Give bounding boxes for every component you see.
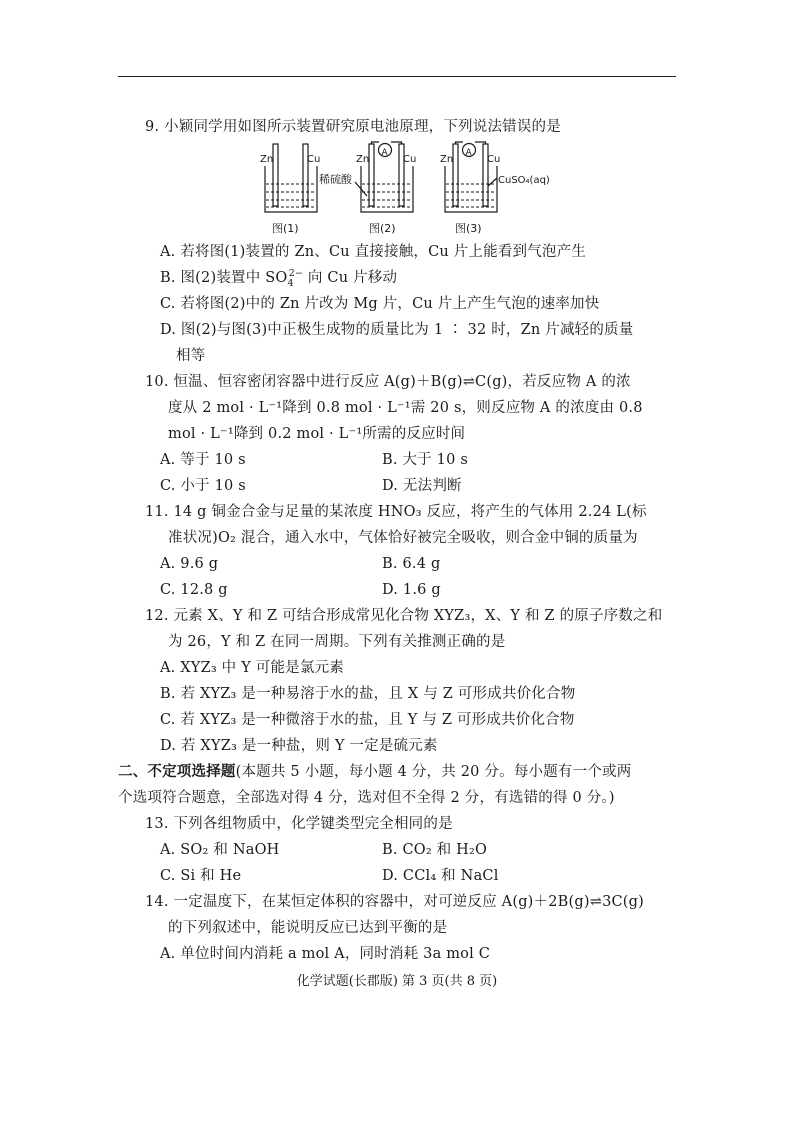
q12-option-c: C. 若 XYZ₃ 是一种微溶于水的盐，且 Y 与 Z 可形成共价化合物 xyxy=(160,712,575,728)
fig3-zn-label: Zn xyxy=(440,154,454,165)
fig2-solution-label: 稀硫酸 xyxy=(319,173,352,186)
q11-option-a: A. 9.6 g xyxy=(160,556,219,572)
q10-line1: 10. 恒温、恒容密闭容器中进行反应 A(g)＋B(g)⇌C(g)，若反应物 A 的浓 xyxy=(145,374,631,390)
fig3-caption: 图(3) xyxy=(455,222,482,235)
fig1-cu-label: Cu xyxy=(307,154,321,165)
q14-line1: 14. 一定温度下，在某恒定体积的容器中，对可逆反应 A(g)＋2B(g)⇌3C(g) xyxy=(145,894,644,910)
q10-line3: mol · L⁻¹降到 0.2 mol · L⁻¹所需的反应时间 xyxy=(168,426,466,442)
q10-option-d: D. 无法判断 xyxy=(382,478,462,494)
q9-option-a: A. 若将图(1)装置的 Zn、Cu 直接接触，Cu 片上能看到气泡产生 xyxy=(160,244,587,260)
fig3-cu-label: Cu xyxy=(487,154,501,165)
q12-option-a: A. XYZ₃ 中 Y 可能是氯元素 xyxy=(160,660,344,676)
page-footer: 化学试题(长郡版) 第 3 页(共 8 页) xyxy=(296,974,498,989)
q9-option-d-line1: D. 图(2)与图(3)中正极生成物的质量比为 1 ∶ 32 时，Zn 片减轻的质量 xyxy=(160,322,634,338)
q12-line1: 12. 元素 X、Y 和 Z 可结合形成常见化合物 XYZ₃，X、Y 和 Z 的原子序数之和 xyxy=(145,608,663,624)
fig3-solution-label: CuSO₄(aq) xyxy=(498,175,550,186)
q14-option-a: A. 单位时间内消耗 a mol A，同时消耗 3a mol C xyxy=(160,946,491,962)
q9-option-b: B. 图(2)装置中 $SO_4^{2-}$ 向 Cu 片移动 xyxy=(160,268,398,289)
q10-option-a: A. 等于 10 s xyxy=(160,452,246,468)
fig1-caption: 图(1) xyxy=(272,222,299,235)
q11-option-c: C. 12.8 g xyxy=(160,582,228,598)
fig3-ammeter-label: A xyxy=(465,148,472,158)
q11-line1: 11. 14 g 铜金合金与足量的某浓度 HNO₃ 反应，将产生的气体用 2.24 L(标 xyxy=(145,504,647,520)
q13-option-b: B. CO₂ 和 H₂O xyxy=(382,842,488,858)
figure-2 xyxy=(319,148,416,186)
q13-option-d: D. CCl₄ 和 NaCl xyxy=(382,868,499,884)
q14-line2: 的下列叙述中，能说明反应已达到平衡的是 xyxy=(168,920,448,936)
q13-option-c: C. Si 和 He xyxy=(160,868,242,884)
q9-option-c: C. 若将图(2)中的 Zn 片改为 Mg 片，Cu 片上产生气泡的速率加快 xyxy=(160,296,600,312)
header-rule xyxy=(118,76,676,77)
fig2-caption: 图(2) xyxy=(369,222,396,235)
fig2-zn-label: Zn xyxy=(356,154,370,165)
figure-1 xyxy=(260,154,320,165)
q11-option-d: D. 1.6 g xyxy=(382,582,441,598)
q12-line2: 为 26，Y 和 Z 在同一周期。下列有关推测正确的是 xyxy=(168,634,506,650)
fig1-zn-label: Zn xyxy=(260,154,274,165)
q13-stem: 13. 下列各组物质中，化学键类型完全相同的是 xyxy=(145,816,453,832)
fig2-cu-label: Cu xyxy=(403,154,417,165)
q11-line2: 准状况)O₂ 混合，通入水中，气体恰好被完全吸收，则合金中铜的质量为 xyxy=(168,530,638,546)
q10-line2: 度从 2 mol · L⁻¹降到 0.8 mol · L⁻¹需 20 s，则反应物 A 的浓度由 0.8 xyxy=(168,400,643,416)
q9-stem: 9. 小颖同学用如图所示装置研究原电池原理，下列说法错误的是 xyxy=(145,119,561,135)
q9-option-d-line2: 相等 xyxy=(176,348,206,364)
q10-option-b: B. 大于 10 s xyxy=(382,452,468,468)
section2-heading xyxy=(118,762,631,782)
section2-desc-line2: 个选项符合题意，全部选对得 4 分，选对但不全得 2 分，有选错的得 0 分。) xyxy=(118,790,615,806)
q10-option-c: C. 小于 10 s xyxy=(160,478,246,494)
fig2-ammeter-label: A xyxy=(381,148,388,158)
q12-option-d: D. 若 XYZ₃ 是一种盐，则 Y 一定是硫元素 xyxy=(160,738,438,754)
galvanic-cell-diagram xyxy=(255,140,565,238)
section2-title: 二、不定项选择题 xyxy=(118,763,236,780)
q11-option-b: B. 6.4 g xyxy=(382,556,441,572)
section2-desc-line1: (本题共 5 小题，每小题 4 分，共 20 分。每小题有一个或两 xyxy=(235,764,632,780)
q12-option-b: B. 若 XYZ₃ 是一种易溶于水的盐，且 X 与 Z 可形成共价化合物 xyxy=(160,686,576,702)
q13-option-a: A. SO₂ 和 NaOH xyxy=(160,842,280,858)
